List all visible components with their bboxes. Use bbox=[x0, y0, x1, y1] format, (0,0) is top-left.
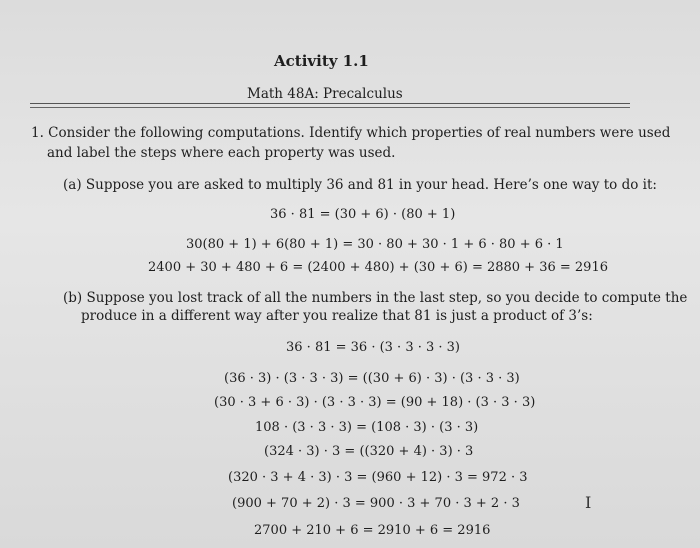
problem-intro-line2: and label the steps where each property was used. bbox=[47, 145, 396, 161]
part-b-text-line1: (b) Suppose you lost track of all the numbers in the last step, so you decide to compute the bbox=[63, 290, 688, 306]
text-cursor-icon: I bbox=[585, 493, 592, 512]
part-b-equation-7: (900 + 70 + 2) · 3 = 900 · 3 + 70 · 3 + 2 · 3 bbox=[232, 496, 520, 511]
part-b-equation-3: (30 · 3 + 6 · 3) · (3 · 3 · 3) = (90 + 18) · (3 · 3 · 3) bbox=[214, 395, 536, 410]
part-b-equation-2: (36 · 3) · (3 · 3 · 3) = ((30 + 6) · 3) · (3 · 3 · 3) bbox=[224, 371, 520, 386]
part-a-equation-1: 36 · 81 = (30 + 6) · (80 + 1) bbox=[270, 207, 456, 222]
header-rule-top bbox=[30, 103, 630, 104]
course-name: Math 48A: Precalculus bbox=[247, 86, 403, 102]
header-rule-bottom bbox=[30, 107, 630, 108]
part-a-equation-2: 30(80 + 1) + 6(80 + 1) = 30 · 80 + 30 · 1 + 6 · 80 + 6 · 1 bbox=[186, 237, 564, 252]
part-a-text: (a) Suppose you are asked to multiply 36 and 81 in your head. Here’s one way to do it: bbox=[63, 177, 657, 193]
part-b-equation-1: 36 · 81 = 36 · (3 · 3 · 3 · 3) bbox=[286, 340, 460, 355]
part-b-equation-6: (320 · 3 + 4 · 3) · 3 = (960 + 12) · 3 = 972 · 3 bbox=[228, 470, 528, 485]
part-b-equation-8: 2700 + 210 + 6 = 2910 + 6 = 2916 bbox=[254, 523, 491, 538]
part-b-equation-5: (324 · 3) · 3 = ((320 + 4) · 3) · 3 bbox=[264, 444, 474, 459]
part-a-equation-3: 2400 + 30 + 480 + 6 = (2400 + 480) + (30 + 6) = 2880 + 36 = 2916 bbox=[148, 260, 608, 275]
part-b-text-line2: produce in a different way after you realize that 81 is just a product of 3’s: bbox=[81, 308, 593, 324]
problem-intro-line1: 1. Consider the following computations. Identify which properties of real numbers were used bbox=[31, 125, 671, 141]
page-title: Activity 1.1 bbox=[274, 52, 369, 70]
part-b-equation-4: 108 · (3 · 3 · 3) = (108 · 3) · (3 · 3) bbox=[255, 420, 479, 435]
